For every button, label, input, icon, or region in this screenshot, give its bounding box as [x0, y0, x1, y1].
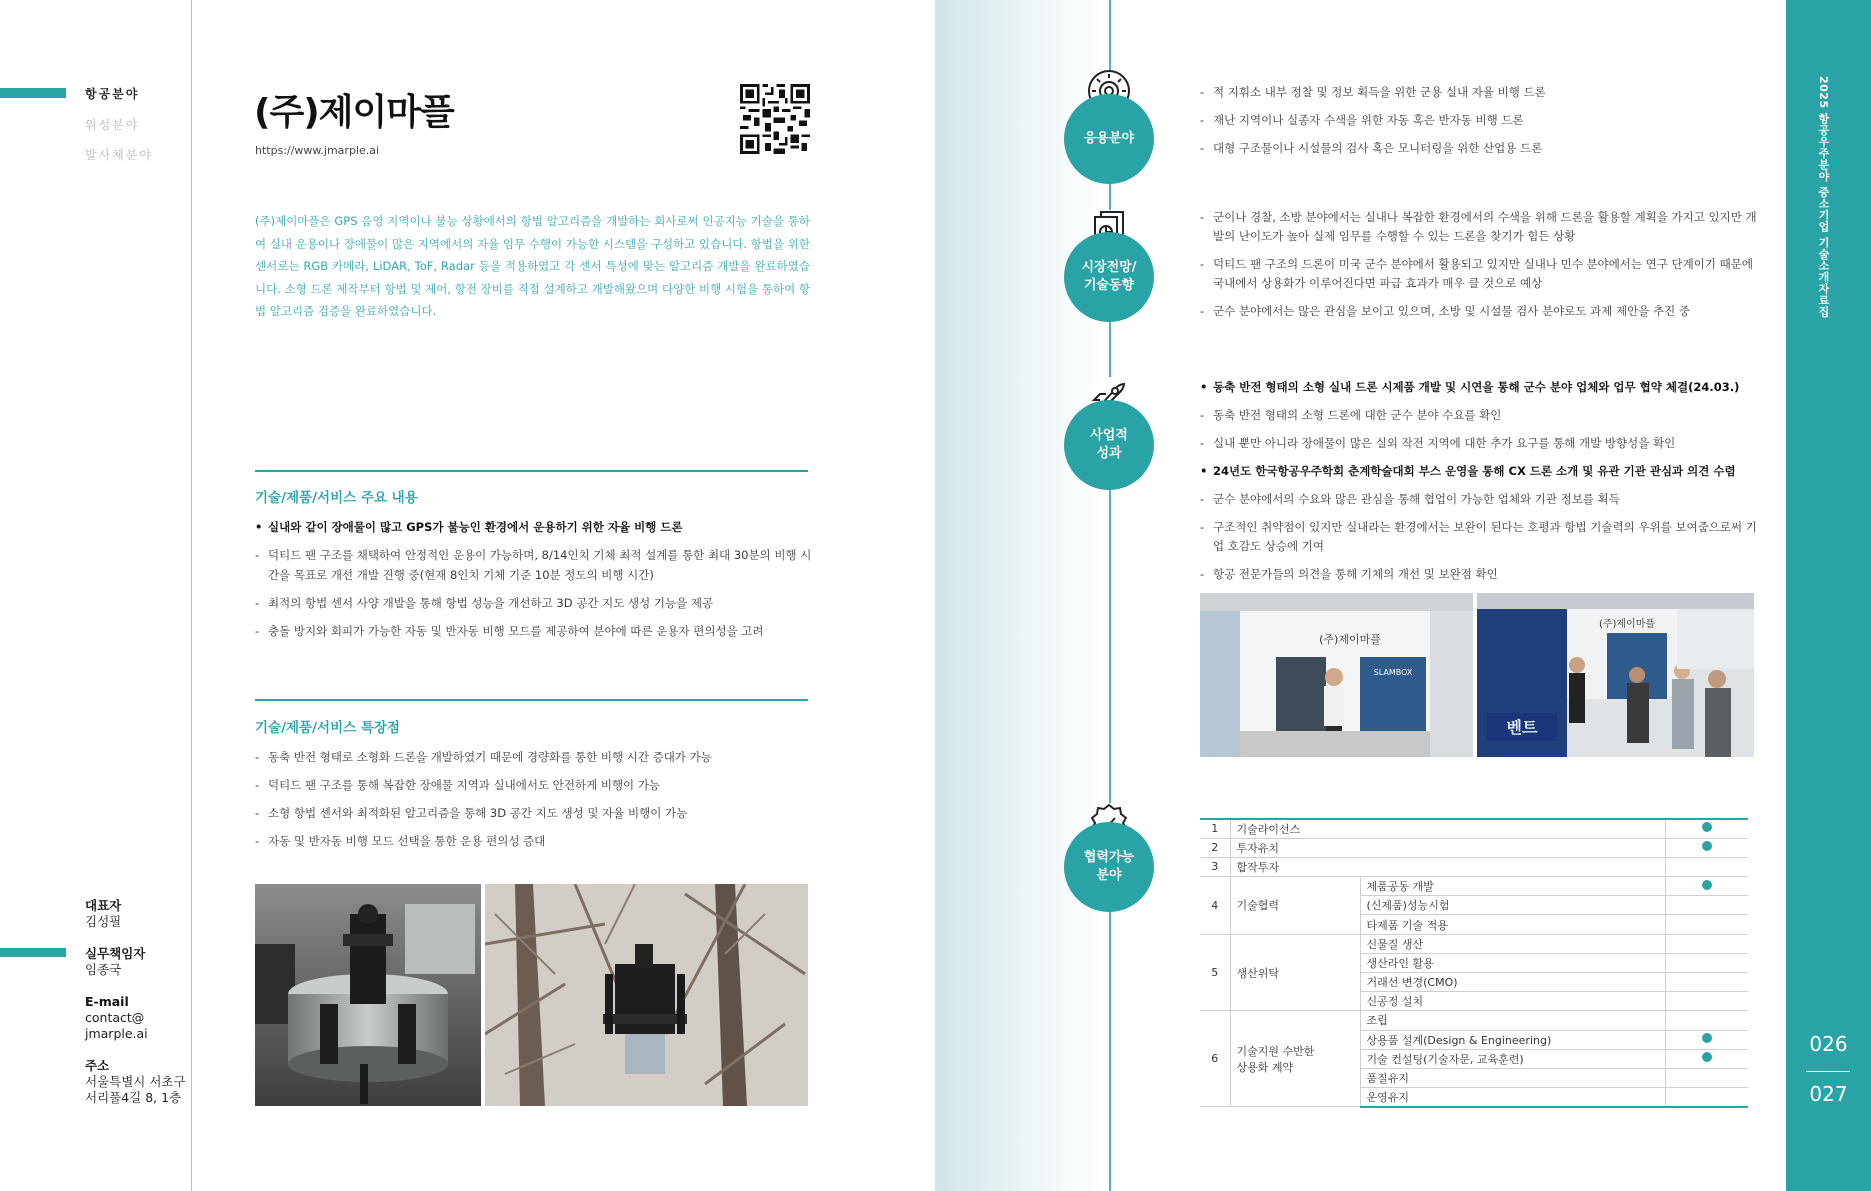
company-title: (주)제이마플	[254, 92, 454, 133]
list-item: - 재난 지역이나 실종자 수색을 위한 자동 혹은 반자동 비행 드론	[1200, 111, 1765, 130]
row-category: 기술라이선스	[1230, 819, 1665, 838]
row-subcategory: 운영유지	[1360, 1088, 1665, 1107]
row-mark	[1665, 1049, 1748, 1068]
market-list	[1200, 208, 1765, 330]
list-item: - 덕티드 팬 구조의 드론이 미국 군수 분야에서 활용되고 있지만 실내나 민수 분야에서는 연구 단계이기 때문에 국내에서 상용화가 이루어진다면 파급 효과가 매우 클 것으로 예상	[1200, 255, 1765, 293]
booth-sign: (주)제이마플	[1319, 633, 1381, 646]
table-row	[1200, 934, 1748, 953]
tech-feature-list	[255, 747, 815, 859]
list-item: - 동축 반전 형태의 소형 드론에 대한 군수 분야 수요를 확인	[1200, 406, 1765, 425]
product-photo-outdoor	[485, 884, 808, 1106]
page-number-divider	[1806, 1071, 1850, 1072]
row-mark	[1665, 1011, 1748, 1030]
row-mark	[1665, 992, 1748, 1011]
row-subcategory: 타제품 기술 적용	[1360, 915, 1665, 934]
manager-name: 임종국	[85, 962, 122, 977]
tech-main-title: 기술/제품/서비스 주요 내용	[255, 490, 418, 506]
row-mark	[1665, 838, 1748, 857]
qr-code-icon	[740, 84, 810, 154]
row-mark	[1665, 819, 1748, 838]
page-gutter	[935, 0, 1110, 1191]
contact-block	[85, 898, 186, 1106]
row-number: 5	[1200, 934, 1230, 1011]
table-row	[1200, 838, 1748, 857]
badge-label: 성과	[1096, 446, 1122, 461]
list-item: - 구조적인 취약점이 있지만 실내라는 환경에서는 보완이 된다는 호평과 항법 기술력의 우위를 보여줌으로써 기업 호감도 상승에 기여	[1200, 518, 1765, 556]
row-category: 합작투자	[1230, 857, 1665, 876]
row-category-line: 상용화 계약	[1236, 1060, 1294, 1074]
nav-item-launcher[interactable]: 발사체분야	[85, 148, 153, 162]
list-item: - 대형 구조물이나 시설물의 검사 혹은 모니터링을 위한 산업용 드론	[1200, 139, 1765, 158]
row-number: 1	[1200, 819, 1230, 838]
table-row	[1200, 1011, 1748, 1030]
company-url[interactable]: https://www.jmarple.ai	[255, 144, 380, 157]
page-number-left: 026	[1809, 1032, 1848, 1056]
company-intro: (주)제이마플은 GPS 음영 지역이나 불능 상황에서의 항법 알고리즘을 개발하는 회사로써 인공지능 기술을 통하여 실내 운용이나 장애물이 많은 지역에서의 자율 임무 수행이 가능한 시스템을 구성하고 있습니다. 항법을 위한 센서로는 RGB 카메라, LiDAR, ToF, Radar 등을 적용하였고 각 센서 특성에 맞는 알고리즘 개발을 완료하였습니다. 소형 드론 제작부터 항법 및 제어, 항전 장비를 직접 설계하고 개발해왔으며 다양한 비행 시험을 통하여 항법 알고리즘 검증을 완료하였습니다.	[255, 214, 810, 318]
section-badge-collab	[1064, 822, 1154, 912]
row-mark	[1665, 1030, 1748, 1049]
section-divider	[255, 699, 808, 701]
check-dot-icon	[1702, 880, 1712, 890]
row-mark	[1665, 857, 1748, 876]
book-title: 2025 항공우주분야 중소기업 기술소개자료집	[1817, 76, 1830, 318]
row-subcategory: 신물질 생산	[1360, 934, 1665, 953]
row-mark	[1665, 973, 1748, 992]
row-subcategory: 제품공동 개발	[1360, 877, 1665, 896]
page-number-right: 027	[1809, 1082, 1848, 1106]
row-number: 4	[1200, 877, 1230, 935]
address-line-1: 서울특별시 서초구	[85, 1074, 186, 1089]
row-subcategory: 생산라인 활용	[1360, 953, 1665, 972]
list-item: - 적 지휘소 내부 정찰 및 정보 획득을 위한 군용 실내 자율 비행 드론	[1200, 83, 1765, 102]
list-item: - 군이나 경찰, 소방 분야에서는 실내나 복잡한 환경에서의 수색을 위해 드론을 활용할 계획을 가지고 있지만 개발의 난이도가 높아 실제 임무를 수행할 수 있는 드론을 찾기가 힘든 상황	[1200, 208, 1765, 246]
row-number: 3	[1200, 857, 1230, 876]
booth-panel-text: SLAMBOX	[1373, 668, 1413, 677]
svg-text:벤트: 벤트	[1506, 718, 1538, 737]
row-subcategory: 기술 컨설팅(기술자문, 교육훈련)	[1360, 1049, 1665, 1068]
booth-photo-1	[1200, 593, 1473, 757]
product-photo-indoor	[255, 884, 481, 1106]
table-row	[1200, 819, 1748, 838]
row-subcategory: 신공정 설치	[1360, 992, 1665, 1011]
address-label: 주소	[85, 1058, 110, 1073]
list-item: - 실내 뿐만 아니라 장애물이 많은 실외 작전 지역에 대한 추가 요구를 통해 개발 방향성을 확인	[1200, 434, 1765, 453]
list-item: - 항공 전문가들의 의견을 통해 기체의 개선 및 보완점 확인	[1200, 565, 1765, 584]
nav-item-aviation[interactable]: 항공분야	[85, 87, 140, 101]
email-line-1[interactable]: contact@	[85, 1010, 145, 1025]
row-mark	[1665, 1068, 1748, 1087]
check-dot-icon	[1702, 841, 1712, 851]
booth-sign: (주)제이마플	[1598, 619, 1656, 630]
row-mark	[1665, 1088, 1748, 1107]
list-item: • 실내와 같이 장애물이 많고 GPS가 불능인 환경에서 운용하기 위한 자율 비행 드론	[255, 517, 815, 537]
table-row	[1200, 877, 1748, 896]
row-subcategory: (신제품)성능시험	[1360, 896, 1665, 915]
section-badge-application	[1064, 94, 1154, 184]
row-subcategory: 조립	[1360, 1011, 1665, 1030]
list-item: - 덕티드 팬 구조를 채택하여 안정적인 운용이 가능하며, 8/14인치 기체 최적 설계를 통한 최대 30분의 비행 시간을 목표로 개선 개발 진행 중(현재 8인치 기체 기준 10분 정도의 비행 시간)	[255, 545, 815, 585]
row-mark	[1665, 953, 1748, 972]
list-item: - 충돌 방지와 회피가 가능한 자동 및 반자동 비행 모드를 제공하여 분야에 따른 운용자 편의성을 고려	[255, 621, 815, 641]
badge-label: 협력가능	[1083, 850, 1135, 865]
ceo-name: 김성필	[85, 914, 122, 929]
check-dot-icon	[1702, 822, 1712, 832]
list-item: - 덕티드 팬 구조를 통해 복잡한 장애물 지역과 실내에서도 안전하게 비행이 가능	[255, 775, 815, 795]
row-mark	[1665, 877, 1748, 896]
list-item: - 자동 및 반자동 비행 모드 선택을 통한 운용 편의성 증대	[255, 831, 815, 851]
list-item: • 24년도 한국항공우주학회 춘계학술대회 부스 운영을 통해 CX 드론 소개 및 유관 기관 관심과 의견 수렴	[1200, 462, 1765, 481]
list-item: - 소형 항법 센서와 최적화된 알고리즘을 통해 3D 공간 지도 생성 및 자율 비행이 가능	[255, 803, 815, 823]
nav-active-bar	[0, 88, 66, 98]
tech-main-list	[255, 517, 815, 649]
row-mark	[1665, 915, 1748, 934]
badge-label: 응용분야	[1083, 131, 1135, 146]
row-mark	[1665, 896, 1748, 915]
section-badge-performance	[1064, 400, 1154, 490]
left-page-divider	[191, 0, 192, 1191]
list-item: - 동축 반전 형태로 소형화 드론을 개발하였기 때문에 경량화를 통한 비행 시간 증대가 가능	[255, 747, 815, 767]
check-dot-icon	[1702, 1033, 1712, 1043]
badge-label: 분야	[1096, 868, 1122, 883]
badge-label: 기술동향	[1083, 278, 1135, 293]
list-item: - 군수 분야에서는 많은 관심을 보이고 있으며, 소방 및 시설물 검사 분야로도 과제 제안을 추진 중	[1200, 302, 1765, 321]
check-dot-icon	[1702, 1052, 1712, 1062]
row-subcategory: 품질유지	[1360, 1068, 1665, 1087]
row-category-line: 기술지원 수반한	[1236, 1044, 1315, 1058]
section-divider	[255, 470, 808, 472]
email-line-2[interactable]: jmarple.ai	[85, 1026, 148, 1041]
row-category: 투자유치	[1230, 838, 1665, 857]
table-row	[1200, 857, 1748, 876]
row-category	[1230, 1011, 1360, 1107]
row-category: 생산위탁	[1230, 934, 1360, 1011]
tech-feature-title: 기술/제품/서비스 특장점	[255, 720, 400, 736]
collab-table	[1200, 818, 1748, 1108]
address-line-2: 서리풀4길 8, 1층	[85, 1090, 182, 1105]
manager-label: 실무책임자	[85, 946, 146, 961]
row-subcategory: 거래선 변경(CMO)	[1360, 973, 1665, 992]
badge-label: 시장전망/	[1081, 260, 1137, 275]
booth-photo-2	[1477, 593, 1754, 757]
row-subcategory: 상용품 설계(Design & Engineering)	[1360, 1030, 1665, 1049]
row-mark	[1665, 934, 1748, 953]
section-badge-market	[1064, 232, 1154, 322]
application-list	[1200, 83, 1765, 167]
row-number: 6	[1200, 1011, 1230, 1107]
nav-item-satellite[interactable]: 위성분야	[85, 118, 140, 132]
email-label: E-mail	[85, 994, 129, 1009]
row-category: 기술협력	[1230, 877, 1360, 935]
row-number: 2	[1200, 838, 1230, 857]
list-item: • 동축 반전 형태의 소형 실내 드론 시제품 개발 및 시연을 통해 군수 분야 업체와 업무 협약 체결(24.03.)	[1200, 378, 1765, 397]
list-item: - 최적의 항법 센서 사양 개발을 통해 항법 성능을 개선하고 3D 공간 지도 생성 기능을 제공	[255, 593, 815, 613]
contact-accent-bar	[0, 948, 66, 957]
performance-list	[1200, 378, 1765, 593]
badge-label: 사업적	[1090, 428, 1128, 443]
list-item: - 군수 분야에서의 수요와 많은 관심을 통해 협업이 가능한 업체와 기관 정보를 획득	[1200, 490, 1765, 509]
ceo-label: 대표자	[85, 898, 122, 913]
